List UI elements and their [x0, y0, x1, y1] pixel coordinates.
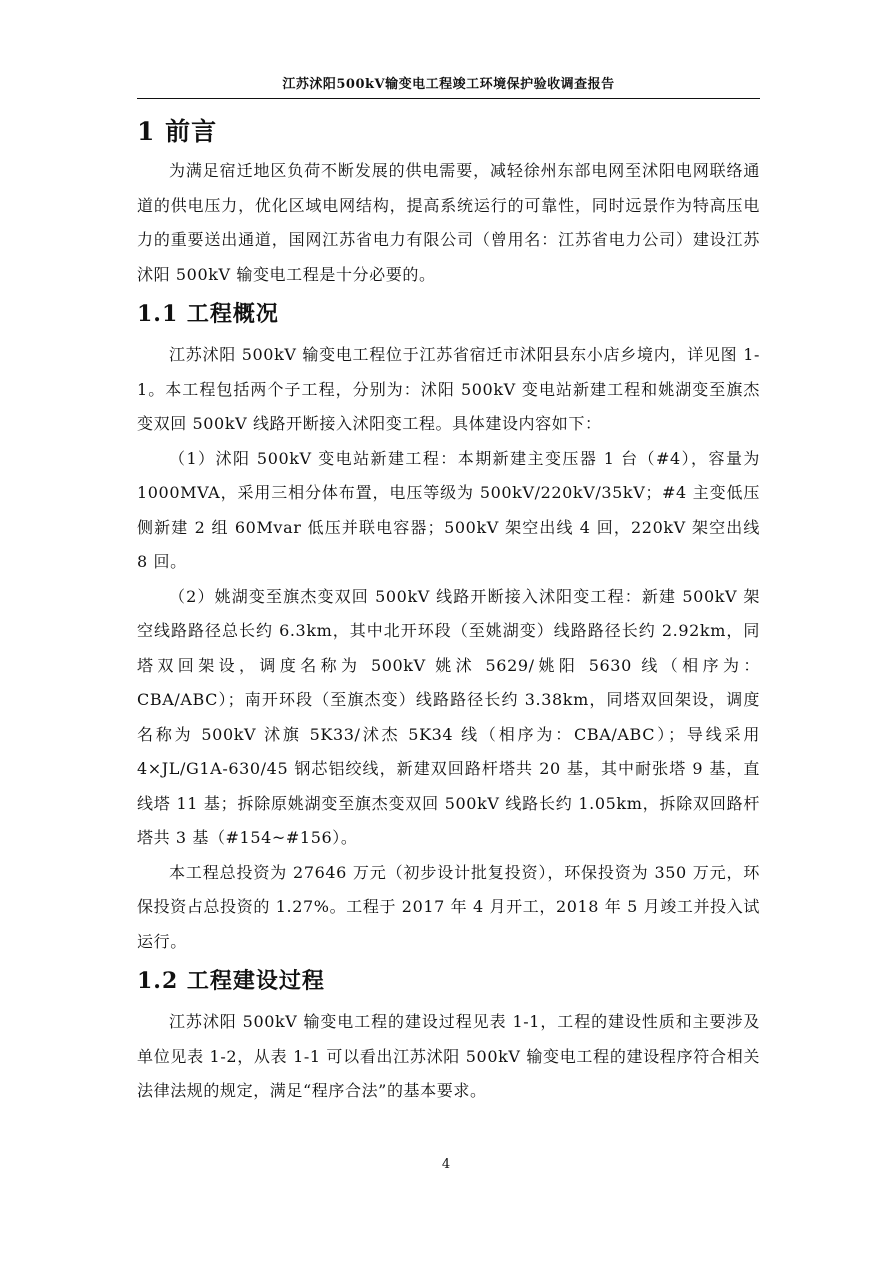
process-paragraph: 江苏沭阳 500kV 输变电工程的建设过程见表 1-1，工程的建设性质和主要涉及单位见表 1-2，从表 1-1 可以看出江苏沭阳 500kV 输变电工程的建设程序符合相关法律法规的规定，满足“程序合法”的基本要求。	[137, 1012, 760, 1100]
running-header: 江苏沭阳500kV输变电工程竣工环境保护验收调查报告	[282, 77, 615, 92]
page-number: 4	[441, 1157, 451, 1172]
header-rule	[137, 98, 760, 99]
preface-paragraph: 为满足宿迁地区负荷不断发展的供电需要，减轻徐州东部电网至沭阳电网联络通道的供电压力，优化区域电网结构，提高系统运行的可靠性，同时远景作为特高压电力的重要送出通道，国网江苏省电力有限公司（曾用名：江苏省电力公司）建设江苏沭阳 500kV 输变电工程是十分必要的。	[137, 161, 760, 284]
section-heading-project-overview: 1.1 工程概况	[137, 301, 279, 327]
section-heading-construction-process: 1.2 工程建设过程	[137, 968, 325, 994]
overview-paragraph-location: 江苏沭阳 500kV 输变电工程位于江苏省宿迁市沭阳县东小店乡境内，详见图 1-1。本工程包括两个子工程，分别为：沭阳 500kV 变电站新建工程和姚湖变至旗杰变双回 500kV 线路开断接入沭阳变工程。具体建设内容如下：	[137, 345, 760, 433]
section-heading-preface: 1 前言	[137, 117, 218, 146]
page-body	[137, 110, 760, 1109]
overview-paragraph-investment: 本工程总投资为 27646 万元（初步设计批复投资），环保投资为 350 万元，环保投资占总投资的 1.27%。工程于 2017 年 4 月开工，2018 年 5 月竣工并投入试运行。	[137, 862, 760, 951]
overview-paragraph-substation: （1）沭阳 500kV 变电站新建工程：本期新建主变压器 1 台（#4），容量为 1000MVA，采用三相分体布置，电压等级为 500kV/220kV/35kV；#4 主变低压侧新建 2 组 60Mvar 低压并联电容器；500kV 架空出线 4 回，220kV 架空出线 8 回。	[137, 448, 760, 571]
overview-paragraph-lines: （2）姚湖变至旗杰变双回 500kV 线路开断接入沭阳变工程：新建 500kV 架空线路路径总长约 6.3km，其中北开环段（至姚湖变）线路路径长约 2.92km，同塔双回架设，调度名称为 500kV 姚沭 5629/姚阳 5630 线（相序为：CBA/ABC）；南开环段（至旗杰变）线路路径长约 3.38km，同塔双回架设，调度名称为 500kV 沭旗 5K33/沭杰 5K34 线（相序为：CBA/ABC）；导线采用 4×JL/G1A-630/45 钢芯铝绞线，新建双回路杆塔共 20 基，其中耐张塔 9 基，直线塔 11 基；拆除原姚湖变至旗杰变双回 500kV 线路长约 1.05km，拆除双回路杆塔共 3 基（#154~#156）。	[137, 586, 760, 847]
